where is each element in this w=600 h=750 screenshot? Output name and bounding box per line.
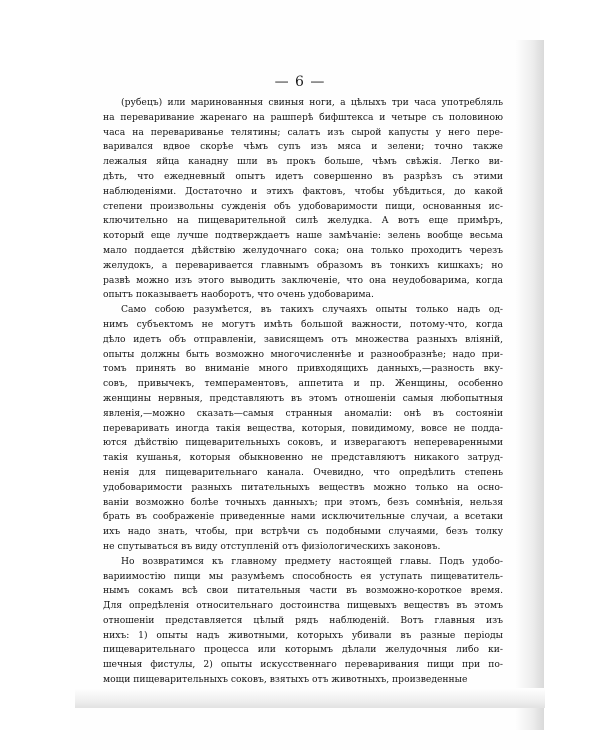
text-line: вариимостію пищи мы разумѣемъ способность ея уступать пищеватитель- [103, 570, 503, 582]
body-text [103, 96, 503, 688]
text-line: ихъ надо знать, чтобы, при встрѣчи съ подобными случаями, безъ толку [103, 526, 503, 538]
text-line: женщины нервныя, представляютъ въ этомъ отношеніи самыя любопытныя [103, 392, 503, 404]
text-line: (рубецъ) или маринованныя свиныя ноги, а цѣлыхъ три часа употребляль [121, 97, 503, 108]
text-line: Но возвратимся къ главному предмету настоящей главы. Подъ удобо- [121, 555, 503, 567]
text-line: шечныя фистулы, 2) опыты искусственнаго переваривания пищи при по- [103, 659, 503, 671]
page-number: — 6 — [274, 74, 326, 90]
text-line: нымъ сокамъ всѣ свои питательныя части въ возможно-короткое время. [103, 585, 503, 597]
paragraph [103, 303, 503, 555]
text-line: нимъ субъектомъ не могутъ имѣть большой важности, потому-что, когда [103, 318, 503, 330]
text-line: ваніи возможно болѣе точныхъ данныхъ; при этомъ, безъ сомнѣнія, нельзя [103, 496, 503, 508]
page-bottom-shadow [75, 688, 545, 708]
text-line: Для опредѣленія относительнаго достоинства пищевыхъ веществъ въ этомъ [103, 600, 503, 612]
text-line: отношеніи представляется цѣлый рядъ наблюденій. Вотъ главныя изъ [103, 614, 503, 626]
text-line: томъ принять во вниманіе много привходящихъ данныхъ,—разность вку- [103, 363, 503, 375]
text-line: ненія для пищеварительнаго канала. Очевидно, что опредѣлить степень [103, 466, 503, 478]
text-line: Само собою разумѣется, въ такихъ случаяхъ опыты только надъ од- [121, 304, 503, 316]
text-line: явленія,—можно сказать—самыя странныя аномаліи: онѣ въ состояніи [103, 407, 503, 419]
text-line: мало поддается дѣйствію желудочнаго сока; она только проходитъ черезъ [103, 244, 503, 256]
text-line: удобоваримости разныхъ питательныхъ веществъ можно только на осно- [103, 481, 503, 493]
text-line: опыты должны быть возможно многочисленнѣе и разнообразнѣе; надо при- [103, 348, 503, 360]
text-line: на переваривание жаренаго на рашперѣ бифштекса и четыре съ половиною [103, 111, 503, 123]
text-line: часа на перевариванье телятины; салатъ изъ сырой капусты у него пере- [103, 126, 503, 138]
text-line: ключительно на пищеварительной силѣ желудка. А вотъ еще примѣръ, [103, 215, 503, 227]
text-line: который еще лучше подтверждаетъ наше замѣчаніе: зелень вообще весьма [103, 230, 503, 242]
page-edge-shadow [514, 40, 544, 730]
text-line: не спутываться въ виду отступленій отъ физіологическихъ законовъ. [103, 540, 441, 552]
text-line: нихъ: 1) опыты надъ животными, которыхъ убивали въ разные періоды [103, 629, 503, 641]
text-line: желудокъ, а переваривается главнымъ образомъ въ тонкихъ кишкахъ; но [103, 259, 503, 271]
text-line: развѣ можно изъ этого выводить заключеніе, что она неудобоварима, когда [103, 274, 503, 286]
text-line: опытъ показываетъ наоборотъ, что очень удобоварима. [103, 289, 374, 301]
paragraph [103, 555, 503, 688]
text-line: наблюденіями. Достаточно и этихъ фактовъ, чтобы убѣдиться, до какой [103, 185, 503, 197]
text-line: мощи пищеварительныхъ соковъ, взятыхъ отъ животныхъ, произведенные [103, 674, 468, 686]
text-line: ются дѣйствію пищеварительныхъ соковъ, и изверагаютъ непереваренными [103, 437, 503, 449]
text-line: дѣло идетъ объ отправленіи, зависящемъ отъ множества разныхъ вліяній, [103, 333, 503, 345]
paragraph [103, 96, 503, 303]
text-line: степени произвольны сужденія объ удобоваримости пищи, основанныя ис- [103, 200, 503, 212]
text-line: совъ, привычекъ, темпераментовъ, аппетита и пр. Женщины, особенно [103, 378, 503, 390]
text-line: варивался вдвое скорѣе чѣмъ супъ изъ мяса и зелени; точно также [103, 141, 503, 153]
text-line: пищеварительнаго процесса или которымъ дѣлали желудочныя либо ки- [103, 644, 503, 656]
text-line: переваривать иногда такія вещества, которыя, повидимому, вовсе не подда- [103, 422, 503, 434]
text-line: брать въ соображеніе приведенные нами исключительные случаи, а всетаки [103, 511, 503, 523]
text-line: дѣть, что ежедневный опытъ идетъ совершенно въ разрѣзъ съ этими [103, 170, 503, 182]
text-line: лежалыя яйца канадну шли въ прокъ больше, чѣмъ свѣжія. Легко ви- [103, 156, 503, 168]
text-line: такія кушанья, которыя обыкновенно не представляютъ никакого затруд- [103, 452, 503, 464]
